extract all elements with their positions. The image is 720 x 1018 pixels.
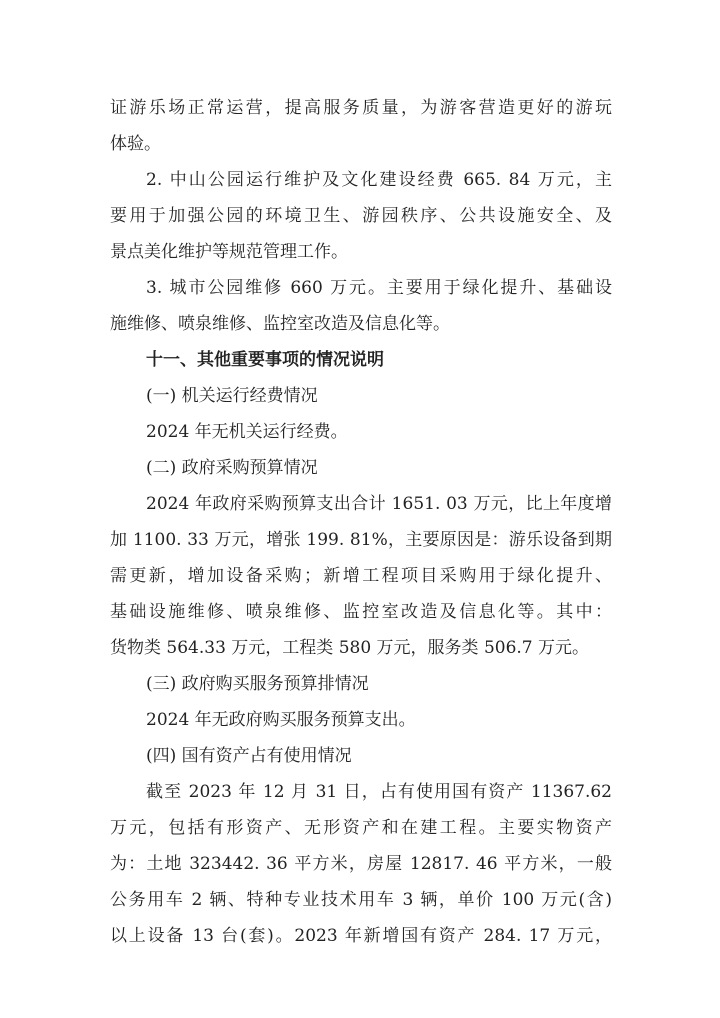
paragraph-line: 加 1100. 33 万元，增张 199. 81%，主要原因是：游乐设备到期 <box>110 530 612 550</box>
paragraph-line: 施维修、喷泉维修、监控室改造及信息化等。 <box>110 314 450 334</box>
subsection-heading: (二) 政府采购预算情况 <box>146 458 318 478</box>
subsection-heading: (四) 国有资产占有使用情况 <box>146 746 352 766</box>
paragraph-line: 以上设备 13 台(套)。2023 年新增国有资产 284. 17 万元， <box>110 926 612 946</box>
paragraph-line: 2024 年政府采购预算支出合计 1651. 03 万元，比上年度增 <box>146 494 612 514</box>
paragraph-line: 货物类 564.33 万元，工程类 580 万元，服务类 506.7 万元。 <box>110 638 590 658</box>
paragraph-line: 为：土地 323442. 36 平方米，房屋 12817. 46 平方米，一般 <box>110 854 612 874</box>
paragraph-line: 万元，包括有形资产、无形资产和在建工程。主要实物资产 <box>110 818 612 838</box>
paragraph-line: 3. 城市公园维修 660 万元。主要用于绿化提升、基础设 <box>146 278 612 298</box>
paragraph-line: 要用于加强公园的环境卫生、游园秩序、公共设施安全、及 <box>110 206 612 226</box>
section-heading: 十一、其他重要事项的情况说明 <box>146 350 384 370</box>
paragraph-line: 截至 2023 年 12 月 31 日，占有使用国有资产 11367.62 <box>146 782 612 802</box>
paragraph-line: 2024 年无政府购买服务预算支出。 <box>146 710 416 730</box>
paragraph-line: 体验。 <box>110 134 161 154</box>
paragraph-line: 景点美化维护等规范管理工作。 <box>110 242 348 262</box>
paragraph-line: 证游乐场正常运营，提高服务质量，为游客营造更好的游玩 <box>110 98 612 118</box>
subsection-heading: (三) 政府购买服务预算排情况 <box>146 674 369 694</box>
paragraph-line: 基础设施维修、喷泉维修、监控室改造及信息化等。其中： <box>110 602 612 622</box>
paragraph-line: 需更新，增加设备采购；新增工程项目采购用于绿化提升、 <box>110 566 612 586</box>
subsection-heading: (一) 机关运行经费情况 <box>146 386 318 406</box>
paragraph-line: 2. 中山公园运行维护及文化建设经费 665. 84 万元，主 <box>146 170 612 190</box>
paragraph-line: 2024 年无机关运行经费。 <box>146 422 348 442</box>
paragraph-line: 公务用车 2 辆、特种专业技术用车 3 辆，单价 100 万元(含) <box>110 890 612 910</box>
